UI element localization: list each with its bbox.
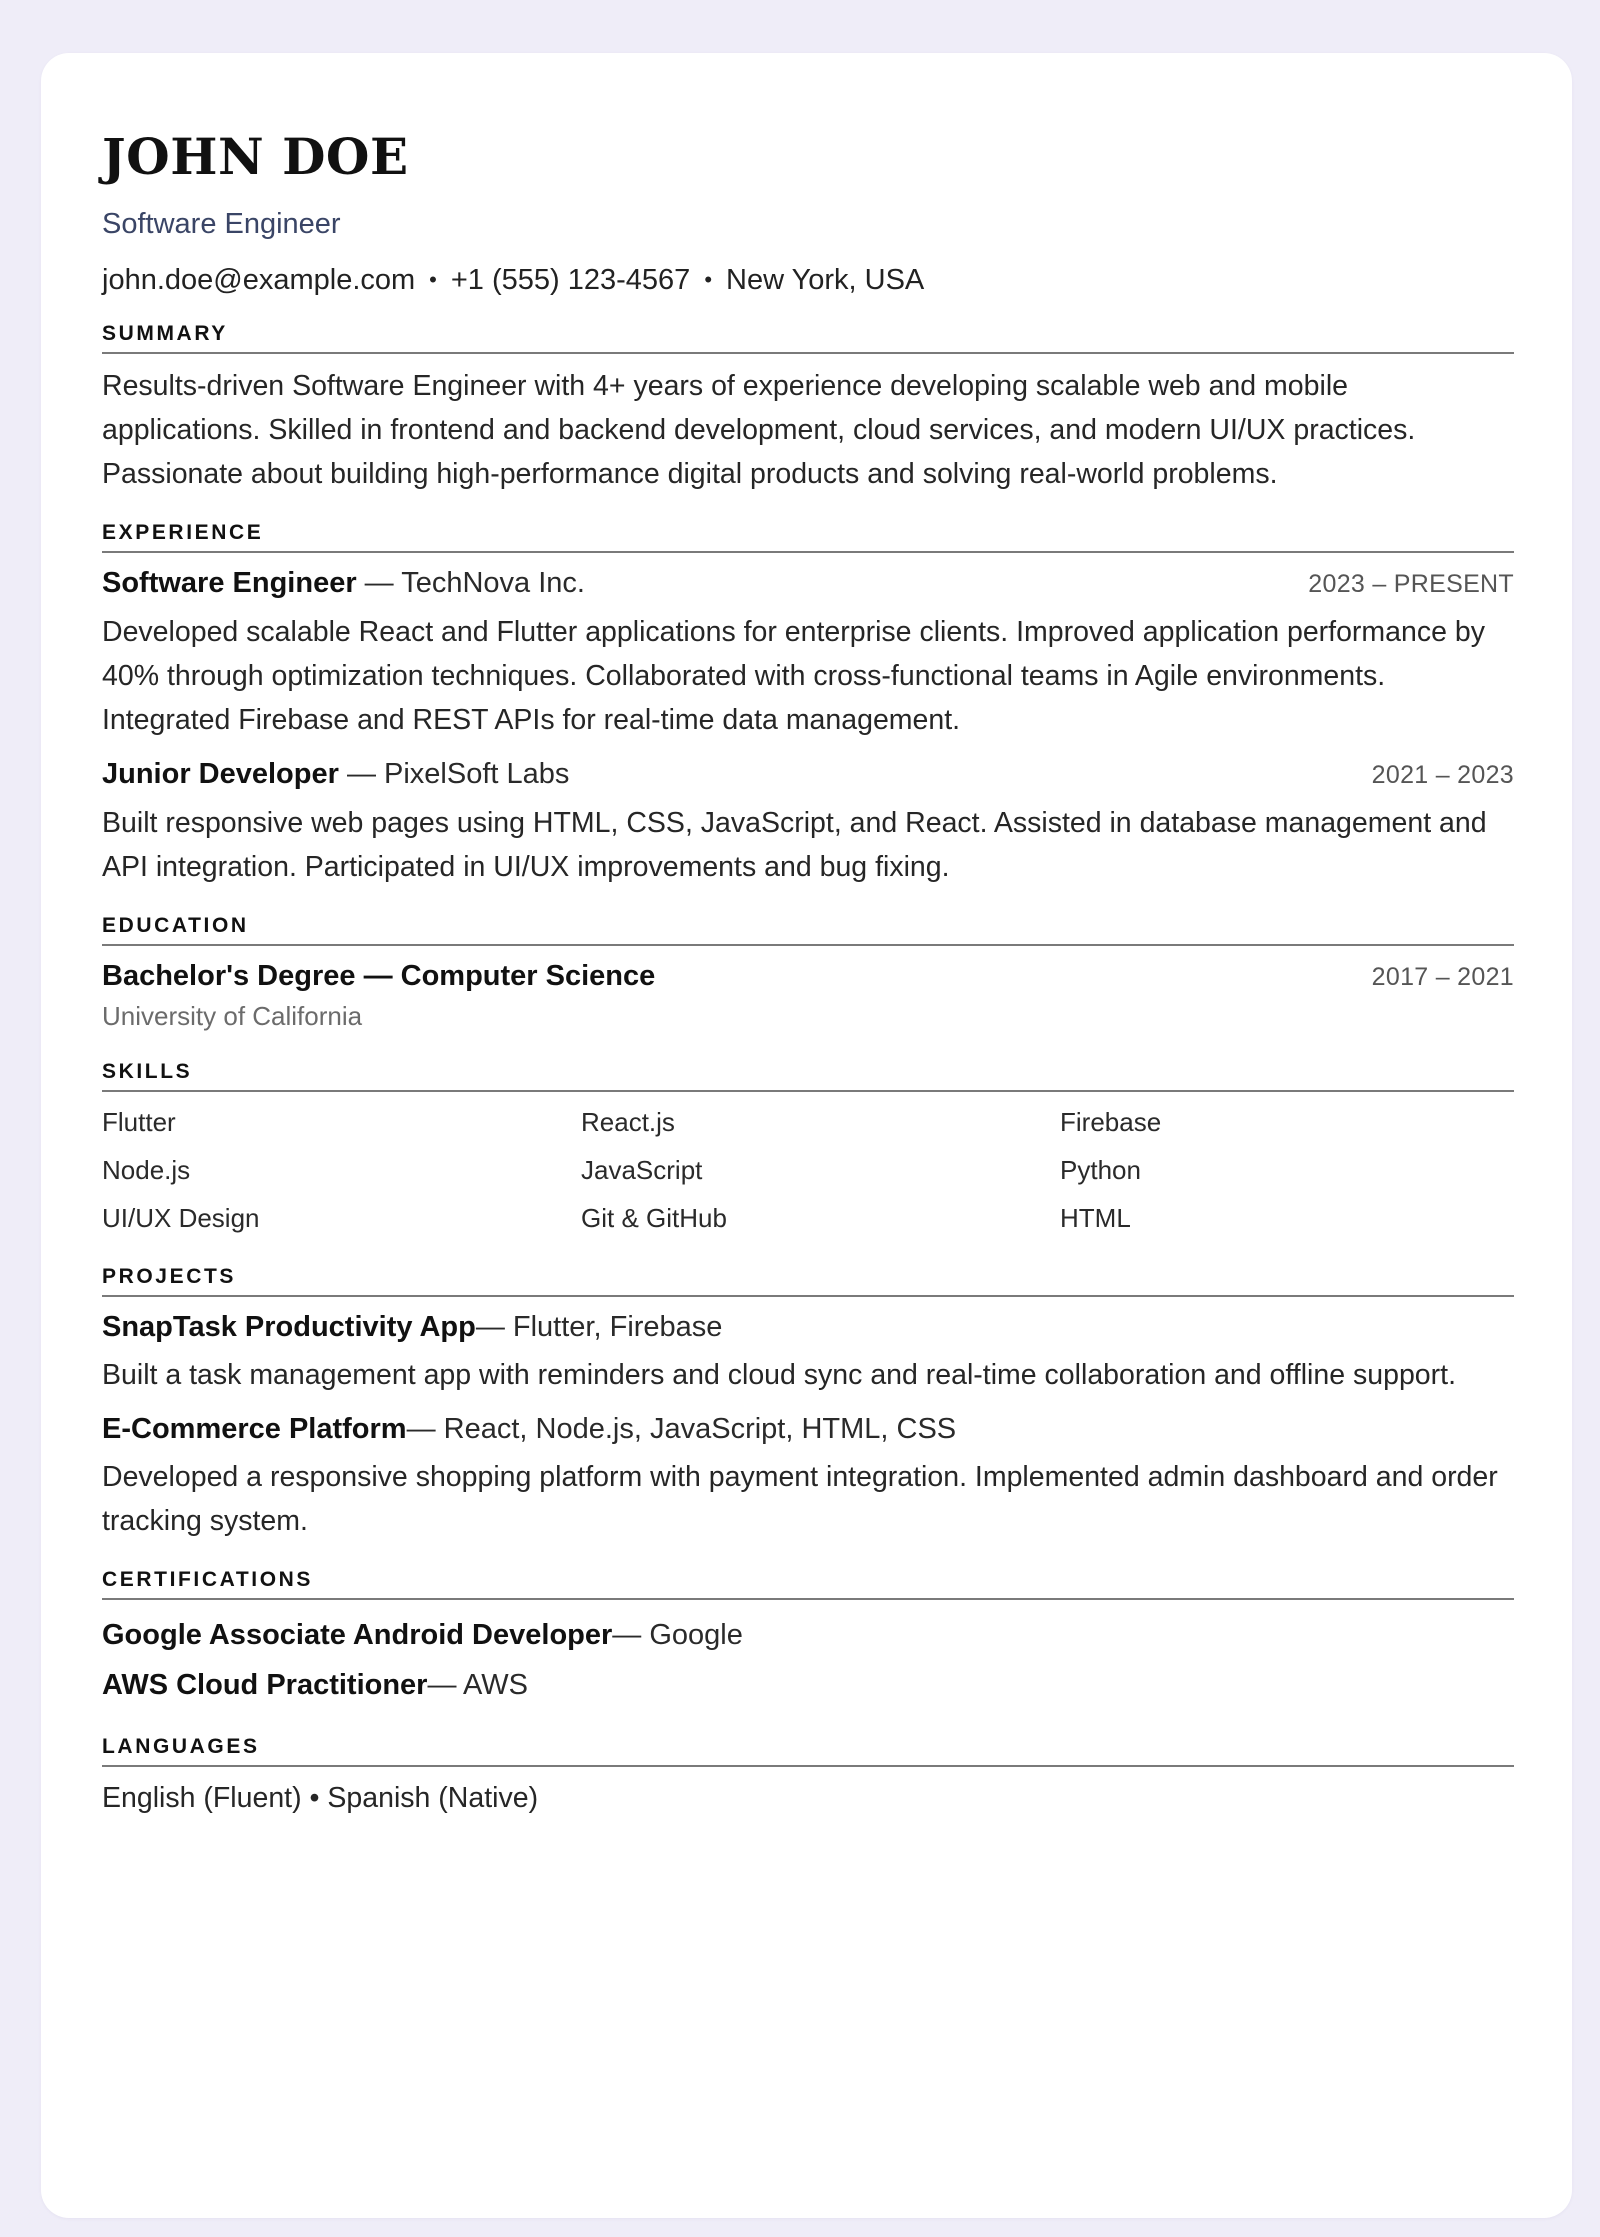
experience-entry <box>102 754 1514 889</box>
section-title: CERTIFICATIONS <box>102 1567 1514 1600</box>
languages-section <box>102 1734 1514 1819</box>
entry-dates: 2021 – 2023 <box>1371 761 1514 789</box>
experience-entry <box>102 563 1514 742</box>
contact-line <box>102 263 1514 297</box>
section-title: EDUCATION <box>102 913 1514 946</box>
certifications-section <box>102 1567 1514 1710</box>
section-title: LANGUAGES <box>102 1734 1514 1767</box>
skill-item: Firebase <box>1060 1107 1162 1137</box>
section-title: SKILLS <box>102 1059 1514 1092</box>
skills-section <box>102 1059 1514 1240</box>
section-title: EXPERIENCE <box>102 520 1514 553</box>
education-dates: 2017 – 2021 <box>1371 963 1514 991</box>
project-description: Built a task management app with reminders and cloud sync and real-time collaboration and offline support. <box>102 1359 1456 1391</box>
candidate-name: JOHN DOE <box>102 127 409 186</box>
entry-role: Junior Developer <box>102 758 339 790</box>
entry-role: Software Engineer <box>102 567 357 599</box>
skill-item: Git & GitHub <box>581 1203 727 1233</box>
skill-item: Python <box>1060 1155 1141 1185</box>
summary-section <box>102 321 1514 496</box>
project-header <box>102 1409 1514 1449</box>
certification-item <box>102 1660 1514 1710</box>
certification-item <box>102 1610 1514 1660</box>
entry-company: — PixelSoft Labs <box>338 758 570 790</box>
contact-phone: +1 (555) 123-4567 <box>450 264 691 296</box>
education-section <box>102 913 1514 1035</box>
education-header <box>102 956 1514 997</box>
project-name: SnapTask Productivity App <box>102 1311 476 1343</box>
entry-description: Developed scalable React and Flutter applications for enterprise clients. Improved application performance by 40% through optimization techniques. Collaborated with cross-functional teams in Agile environments. Integrated Firebase and REST APIs for real-time data management. <box>102 616 1485 736</box>
entry-heading <box>102 563 585 603</box>
project-tech: — Flutter, Firebase <box>475 1311 723 1343</box>
contact-separator: • <box>429 267 437 292</box>
entry-description: Built responsive web pages using HTML, CSS, JavaScript, and React. Assisted in database management and API integration. Participated in UI/UX improvements and bug fixing. <box>102 807 1487 883</box>
certification-issuer: — Google <box>612 1619 743 1651</box>
languages-text: English (Fluent) • Spanish (Native) <box>102 1782 539 1814</box>
project-header <box>102 1307 1514 1347</box>
education-school: University of California <box>102 1001 363 1031</box>
experience-section <box>102 520 1514 889</box>
contact-separator: • <box>704 267 713 292</box>
project-entry <box>102 1409 1514 1543</box>
skill-item: UI/UX Design <box>102 1203 260 1233</box>
section-title: PROJECTS <box>102 1264 1514 1297</box>
skills-grid <box>102 1100 1514 1240</box>
skill-item: React.js <box>581 1107 675 1137</box>
entry-dates: 2023 – PRESENT <box>1308 570 1514 598</box>
skill-item: Flutter <box>102 1107 176 1137</box>
project-description: Developed a responsive shopping platform with payment integration. Implemented admin dashboard and order tracking system. <box>102 1461 1498 1537</box>
entry-company: — TechNova Inc. <box>356 567 585 599</box>
certification-issuer: — AWS <box>427 1669 528 1701</box>
resume-card <box>41 53 1572 2218</box>
job-title: Software Engineer <box>102 208 341 240</box>
certification-name: AWS Cloud Practitioner <box>102 1669 428 1701</box>
contact-email: john.doe@example.com <box>102 264 416 296</box>
entry-header <box>102 754 1514 795</box>
skill-item: JavaScript <box>581 1155 703 1185</box>
skill-item: Node.js <box>102 1155 191 1185</box>
summary-text: Results-driven Software Engineer with 4+ years of experience developing scalable web and mobile applications. Skilled in frontend and backend development, cloud services, and modern UI/UX practices. Passionate about building high-performance digital products and solving real-world problems. <box>102 370 1416 490</box>
section-title: SUMMARY <box>102 321 1514 354</box>
project-heading <box>102 1307 722 1347</box>
contact-location: New York, USA <box>726 264 925 296</box>
entry-heading <box>102 754 569 794</box>
projects-section <box>102 1264 1514 1543</box>
project-tech: — React, Node.js, JavaScript, HTML, CSS <box>406 1413 957 1445</box>
project-heading <box>102 1409 956 1449</box>
education-degree: Bachelor's Degree — Computer Science <box>102 960 656 992</box>
project-name: E-Commerce Platform <box>102 1413 407 1445</box>
project-entry <box>102 1307 1514 1397</box>
entry-header <box>102 563 1514 604</box>
skill-item: HTML <box>1060 1203 1131 1233</box>
certification-name: Google Associate Android Developer <box>102 1619 613 1651</box>
